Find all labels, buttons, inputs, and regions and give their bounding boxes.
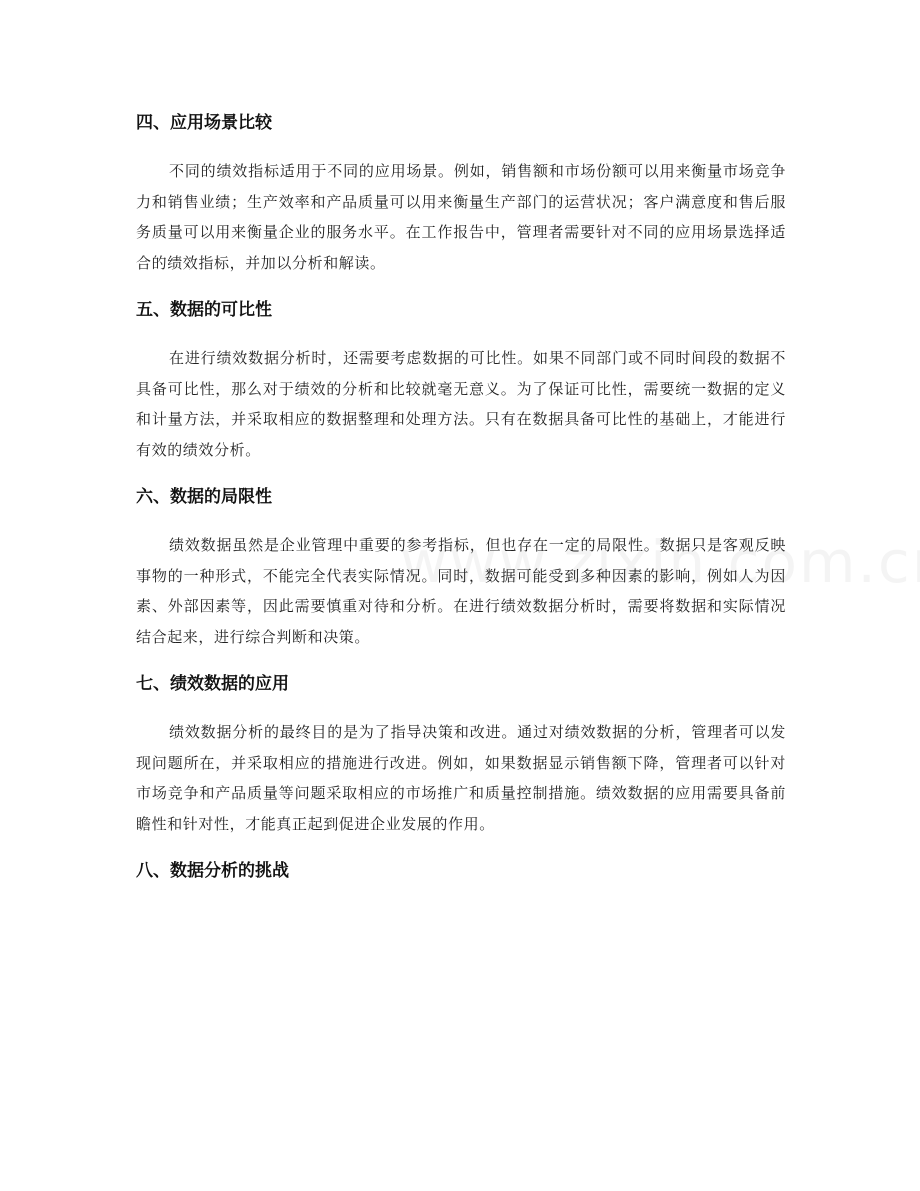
section-paragraph: 不同的绩效指标适用于不同的应用场景。例如，销售额和市场份额可以用来衡量市场竞争力和销售业绩；生产效率和产品质量可以用来衡量生产部门的运营状况；客户满意度和售后服务质量可以用来衡量企业的服务水平。在工作报告中，管理者需要针对不同的应用场景选择适合的绩效指标，并加以分析和解读。 (136, 162, 786, 272)
section-5 (136, 293, 786, 465)
section-heading: 六、数据的局限性 (136, 487, 272, 507)
section-7 (136, 667, 786, 839)
document-body (136, 106, 786, 888)
section-paragraph: 在进行绩效数据分析时，还需要考虑数据的可比性。如果不同部门或不同时间段的数据不具备可比性，那么对于绩效的分析和比较就毫无意义。为了保证可比性，需要统一数据的定义和计量方法，并采取相应的数据整理和处理方法。只有在数据具备可比性的基础上，才能进行有效的绩效分析。 (136, 349, 786, 459)
section-heading: 七、绩效数据的应用 (136, 674, 289, 694)
section-heading: 四、应用场景比较 (136, 113, 272, 133)
section-heading: 五、数据的可比性 (136, 300, 272, 320)
section-4 (136, 106, 786, 278)
section-8 (136, 854, 786, 888)
section-paragraph: 绩效数据虽然是企业管理中重要的参考指标，但也存在一定的局限性。数据只是客观反映事物的一种形式，不能完全代表实际情况。同时，数据可能受到多种因素的影响，例如人为因素、外部因素等，因此需要慎重对待和分析。在进行绩效数据分析时，需要将数据和实际情况结合起来，进行综合判断和决策。 (136, 536, 786, 646)
section-6 (136, 480, 786, 652)
section-heading: 八、数据分析的挑战 (136, 861, 289, 881)
section-paragraph: 绩效数据分析的最终目的是为了指导决策和改进。通过对绩效数据的分析，管理者可以发现问题所在，并采取相应的措施进行改进。例如，如果数据显示销售额下降，管理者可以针对市场竞争和产品质量等问题采取相应的市场推广和质量控制措施。绩效数据的应用需要具备前瞻性和针对性，才能真正起到促进企业发展的作用。 (136, 723, 786, 833)
